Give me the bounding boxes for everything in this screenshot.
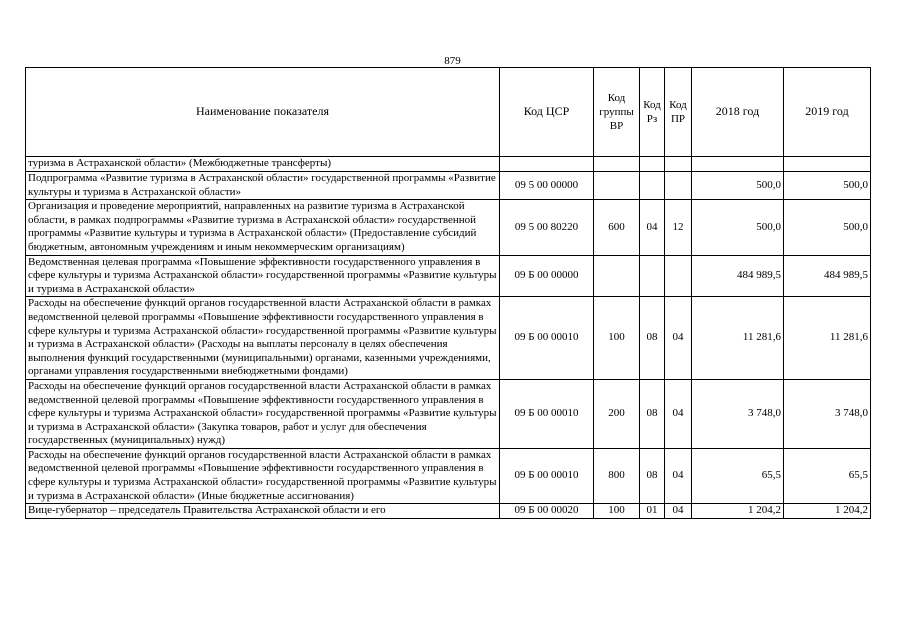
table-row <box>26 448 871 503</box>
row-amount-2018: 11 281,6 <box>692 297 784 380</box>
row-code-vr <box>594 172 640 200</box>
row-code-pr: 04 <box>665 379 692 448</box>
page-number: 879 <box>444 55 461 67</box>
row-code-pr <box>665 255 692 297</box>
row-code-rz: 08 <box>640 297 665 380</box>
header-name: Наименование показателя <box>26 68 500 157</box>
row-code-pr: 04 <box>665 448 692 503</box>
row-code-rz <box>640 172 665 200</box>
row-code-vr: 800 <box>594 448 640 503</box>
row-code-csr: 09 5 00 00000 <box>500 172 594 200</box>
row-amount-2019: 3 748,0 <box>784 379 871 448</box>
row-amount-2018 <box>692 157 784 172</box>
header-year-2019: 2019 год <box>784 68 871 157</box>
row-amount-2018: 500,0 <box>692 172 784 200</box>
row-code-csr <box>500 157 594 172</box>
header-code-group-vr: Код группы ВР <box>594 68 640 157</box>
row-name: Расходы на обеспечение функций органов государственной власти Астраханской области в рамках ведомственной целевой программы «Повышение эффективности государственного управления в сфере культуры и туризма Астраханской области» государственной программы «Развитие культуры и туризма в Астраханской области» (Расходы на выплаты персоналу в целях обеспечения выполнения функций государственными (муниципальными) органами, казенными учреждениями, органами управления государственными внебюджетными фондами) <box>26 297 500 380</box>
row-name: Расходы на обеспечение функций органов государственной власти Астраханской области в рамках ведомственной целевой программы «Повышение эффективности государственного управления в сфере культуры и туризма Астраханской области» государственной программы «Развитие культуры и туризма в Астраханской области» (Иные бюджетные ассигнования) <box>26 448 500 503</box>
budget-table <box>25 67 871 519</box>
row-code-pr <box>665 157 692 172</box>
row-code-rz <box>640 255 665 297</box>
header-code-pr: Код ПР <box>665 68 692 157</box>
row-code-vr <box>594 255 640 297</box>
header-code-rz: Код Рз <box>640 68 665 157</box>
row-code-vr: 100 <box>594 297 640 380</box>
table-row <box>26 297 871 380</box>
row-amount-2019: 65,5 <box>784 448 871 503</box>
row-code-pr: 04 <box>665 297 692 380</box>
header-year-2018: 2018 год <box>692 68 784 157</box>
row-amount-2018: 500,0 <box>692 200 784 255</box>
row-code-csr: 09 5 00 80220 <box>500 200 594 255</box>
row-amount-2018: 65,5 <box>692 448 784 503</box>
row-name: Расходы на обеспечение функций органов государственной власти Астраханской области в рамках ведомственной целевой программы «Повышение эффективности государственного управления в сфере культуры и туризма Астраханской области» государственной программы «Развитие культуры и туризма в Астраханской области» (Закупка товаров, работ и услуг для обеспечения государственных (муниципальных) нужд) <box>26 379 500 448</box>
row-code-vr: 600 <box>594 200 640 255</box>
row-name: туризма в Астраханской области» (Межбюджетные трансферты) <box>26 157 500 172</box>
row-amount-2019: 11 281,6 <box>784 297 871 380</box>
table-row <box>26 200 871 255</box>
row-name: Ведомственная целевая программа «Повышение эффективности государственного управления в сфере культуры и туризма Астраханской области» государственной программы «Развитие культуры и туризма в Астраханской области» <box>26 255 500 297</box>
row-code-vr <box>594 157 640 172</box>
row-amount-2019: 500,0 <box>784 172 871 200</box>
row-code-rz: 08 <box>640 448 665 503</box>
row-amount-2019: 484 989,5 <box>784 255 871 297</box>
row-amount-2018: 1 204,2 <box>692 504 784 519</box>
row-code-rz: 01 <box>640 504 665 519</box>
row-name: Подпрограмма «Развитие туризма в Астраханской области» государственной программы «Развитие культуры и туризма в Астраханской области» <box>26 172 500 200</box>
row-amount-2018: 3 748,0 <box>692 379 784 448</box>
header-row <box>26 68 871 157</box>
row-code-csr: 09 Б 00 00020 <box>500 504 594 519</box>
row-amount-2019 <box>784 157 871 172</box>
header-code-csr: Код ЦСР <box>500 68 594 157</box>
row-code-pr <box>665 172 692 200</box>
table-row <box>26 255 871 297</box>
table-row <box>26 504 871 519</box>
table-row <box>26 157 871 172</box>
row-code-csr: 09 Б 00 00010 <box>500 297 594 380</box>
row-code-rz <box>640 157 665 172</box>
row-name: Организация и проведение мероприятий, направленных на развитие туризма в Астраханской области, в рамках подпрограммы «Развитие туризма в Астраханской области» государственной программы «Развитие культуры и туризма в Астраханской области» (Предоставление субсидий бюджетным, автономным учреждениям и иным некоммерческим организациям) <box>26 200 500 255</box>
row-code-csr: 09 Б 00 00010 <box>500 448 594 503</box>
row-code-rz: 04 <box>640 200 665 255</box>
table-row <box>26 379 871 448</box>
row-amount-2019: 500,0 <box>784 200 871 255</box>
row-amount-2018: 484 989,5 <box>692 255 784 297</box>
row-code-pr: 04 <box>665 504 692 519</box>
row-code-csr: 09 Б 00 00000 <box>500 255 594 297</box>
row-amount-2019: 1 204,2 <box>784 504 871 519</box>
row-code-vr: 200 <box>594 379 640 448</box>
row-name: Вице-губернатор – председатель Правительства Астраханской области и его <box>26 504 500 519</box>
row-code-vr: 100 <box>594 504 640 519</box>
row-code-pr: 12 <box>665 200 692 255</box>
table-row <box>26 172 871 200</box>
row-code-csr: 09 Б 00 00010 <box>500 379 594 448</box>
row-code-rz: 08 <box>640 379 665 448</box>
